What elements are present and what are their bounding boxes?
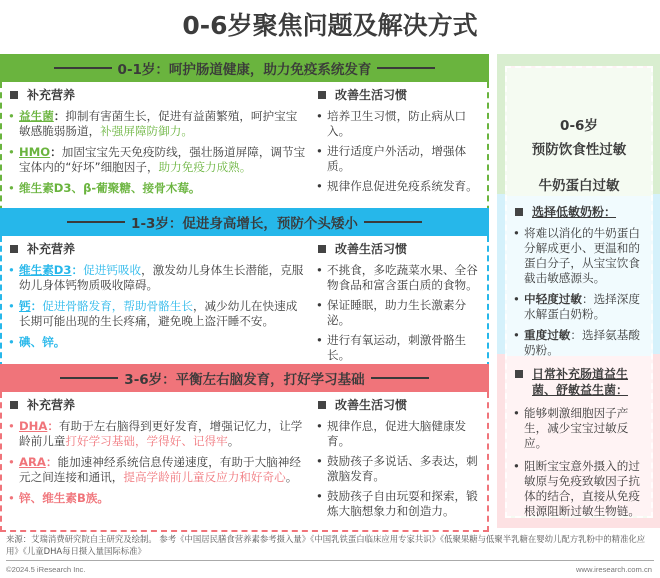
item-highlight: 提高学龄前儿童反应力和好奇心	[123, 470, 286, 484]
nutrition-title	[8, 86, 308, 103]
bullet-icon: •	[8, 491, 15, 505]
keyword: 维生素D3	[19, 263, 72, 277]
square-bullet-icon	[10, 401, 18, 409]
nutrition-column	[8, 396, 308, 512]
section-1-3	[0, 208, 489, 368]
section-body	[0, 392, 489, 532]
item-text: 规律作息，促进大脑健康发育。	[327, 419, 467, 448]
section-body	[0, 236, 489, 368]
lifestyle-title	[316, 240, 488, 257]
list-item	[513, 226, 645, 286]
list-item	[316, 333, 488, 363]
item-text: ，激发幼儿身体生长潜能，克服幼儿身体钙物质吸收障碍。	[19, 263, 304, 292]
bullet-icon: •	[513, 328, 520, 342]
nutrition-title	[8, 396, 308, 413]
section-0-1	[0, 54, 489, 222]
bullet-icon: •	[8, 419, 15, 433]
allergy-age: 0-6岁	[560, 118, 598, 134]
item-text: ：选择氨基酸奶粉。	[524, 328, 640, 357]
list-item	[316, 298, 488, 328]
item-tail: 。	[285, 470, 298, 484]
keyword: 益生菌	[19, 109, 54, 123]
bullet-icon: •	[316, 298, 323, 312]
lifestyle-title-text: 改善生活习惯	[335, 242, 408, 256]
item-highlight: 维生素D3、β-葡聚糖、接骨木莓。	[19, 181, 201, 195]
keyword: 钙	[19, 299, 31, 313]
square-bullet-icon	[515, 370, 523, 378]
item-highlight: 补强屏障防御力。	[100, 124, 193, 138]
bullet-icon: •	[8, 181, 15, 195]
item-text: 进行有氧运动，刺激骨骼生长。	[327, 333, 467, 362]
copyright: ©2024.5 iResearch Inc.	[6, 565, 86, 574]
lifestyle-title	[316, 86, 488, 103]
footer-divider	[6, 560, 654, 561]
group-title-text: 选择低敏奶粉：	[532, 205, 617, 219]
group-title-text: 日常补充肠道益生菌、舒敏益生菌：	[532, 367, 629, 397]
lifestyle-column	[316, 396, 488, 524]
list-item	[8, 263, 308, 293]
list-item	[8, 335, 308, 350]
list-item	[8, 109, 308, 139]
list-item	[8, 299, 308, 329]
nutrition-title	[8, 240, 308, 257]
bullet-icon: •	[316, 489, 323, 503]
lifestyle-title	[316, 396, 488, 413]
list-item	[513, 406, 645, 451]
item-text: 不挑食，多吃蔬菜水果、全谷物食品和富含蛋白质的食物。	[327, 263, 478, 292]
list-item	[316, 263, 488, 293]
bullet-icon: •	[316, 419, 323, 433]
website-link[interactable]: www.iresearch.com.cn	[576, 565, 652, 574]
nutrition-column	[8, 240, 308, 356]
separator: ：	[30, 299, 43, 313]
keyword: ARA	[19, 455, 46, 469]
list-item	[513, 328, 645, 358]
bullet-icon: •	[513, 292, 520, 306]
lifestyle-title-text: 改善生活习惯	[335, 88, 408, 102]
item-text: 抑制有害菌生长，促进有益菌繁殖，呵护宝宝敏感脆弱肠道，	[19, 109, 298, 138]
square-bullet-icon	[318, 91, 326, 99]
square-bullet-icon	[515, 208, 523, 216]
item-highlight: 碘、锌。	[19, 335, 66, 349]
divider	[60, 377, 118, 379]
list-item	[513, 459, 645, 519]
item-text: 有助于左右脑得到更好发育，增强记忆力，让学龄前儿童	[19, 419, 303, 448]
list-item	[316, 109, 488, 139]
list-item	[8, 455, 308, 485]
item-text: 鼓励孩子多说话、多表达，刺激脑发育。	[327, 454, 478, 483]
separator: ：	[71, 263, 84, 277]
item-highlight: 锌、维生素B族。	[19, 491, 109, 505]
nutrition-column	[8, 86, 308, 202]
keyword: DHA	[19, 419, 48, 433]
section-header	[0, 208, 489, 236]
section-header-text: 1-3岁：促进身高增长，预防个头矮小	[131, 216, 358, 232]
lifestyle-title-text: 改善生活习惯	[335, 398, 408, 412]
bullet-icon: •	[316, 263, 323, 277]
item-text: 鼓励孩子自由玩耍和探索，锻炼大脑想象力和创造力。	[327, 489, 478, 518]
item-tail: 。	[227, 434, 240, 448]
keyword: HMO	[19, 145, 51, 159]
list-item	[316, 419, 488, 449]
divider	[364, 221, 422, 223]
separator: ：	[50, 145, 62, 159]
allergy-panel	[497, 54, 660, 528]
page-title: 0-6岁聚焦问题及解决方式	[182, 11, 478, 40]
nutrition-title-text: 补充营养	[27, 88, 76, 102]
list-item	[316, 454, 488, 484]
lifestyle-column	[316, 86, 488, 199]
list-item	[513, 292, 645, 322]
separator: ：	[45, 455, 58, 469]
bullet-icon: •	[316, 144, 323, 158]
square-bullet-icon	[318, 401, 326, 409]
item-text: 将难以消化的牛奶蛋白分解成更小、更温和的蛋白分子，从宝宝饮食截击敏感源头。	[524, 226, 640, 285]
list-item	[8, 491, 308, 506]
bullet-icon: •	[316, 179, 323, 193]
item-highlight: 打好学习基础，学得好、记得牢	[65, 434, 228, 448]
bullet-icon: •	[8, 263, 15, 277]
section-header	[0, 54, 489, 82]
bullet-icon: •	[8, 109, 15, 123]
item-text: 阻断宝宝意外摄入的过敏原与免疫致敏因子抗体的结合，直接从免疫根源阻断过敏生物链。	[524, 459, 640, 518]
square-bullet-icon	[10, 245, 18, 253]
item-text: 能够刺激细胞因子产生，减少宝宝过敏反应。	[524, 406, 629, 450]
item-highlight: 助力免疫力成熟。	[158, 160, 252, 174]
square-bullet-icon	[10, 91, 18, 99]
bullet-icon: •	[316, 109, 323, 123]
list-item	[316, 144, 488, 174]
bullet-icon: •	[316, 454, 323, 468]
item-text: 能加速神经系统信息传递速度，有助于大脑神经元之间连接和通讯，	[19, 455, 301, 484]
list-item	[8, 419, 308, 449]
item-text: ，减少幼儿在快速成长期可能出现的生长疼痛，避免晚上盗汗睡不安。	[19, 299, 298, 328]
divider	[54, 67, 112, 69]
divider	[67, 221, 125, 223]
bullet-icon: •	[513, 459, 520, 473]
item-keyword: 中轻度过敏	[524, 292, 582, 306]
section-body	[0, 82, 489, 222]
item-highlight: 促进钙吸收	[83, 263, 142, 277]
section-3-6	[0, 364, 489, 532]
square-bullet-icon	[318, 245, 326, 253]
separator: ：	[47, 419, 59, 433]
bullet-icon: •	[8, 335, 15, 349]
bullet-icon: •	[316, 333, 323, 347]
item-keyword: 重度过敏	[524, 328, 571, 342]
allergy-subtitle: 预防饮食性过敏	[531, 142, 627, 158]
list-item	[8, 145, 308, 175]
item-text: 培养卫生习惯，防止病从口入。	[327, 109, 467, 138]
nutrition-title-text: 补充营养	[27, 398, 76, 412]
separator: ：	[53, 109, 66, 123]
item-highlight: 促进骨骼发育，帮助骨骼生长	[42, 299, 193, 313]
nutrition-title-text: 补充营养	[27, 242, 76, 256]
source-note: 来源：艾瑞消费研究院自主研究及绘制。 参考《中国居民膳食营养素参考摄入量》《中国乳铁蛋白临床应用专家共识》《低聚果糖与低聚半乳糖在婴幼儿配方乳粉中的精准化应用》《儿童DHA每日摄入量国际标准》	[6, 534, 646, 556]
allergy-topic: 牛奶蛋白过敏	[538, 178, 620, 194]
lifestyle-column	[316, 240, 488, 368]
group-title	[513, 366, 645, 398]
divider	[371, 377, 429, 379]
divider	[377, 67, 435, 69]
section-header	[0, 364, 489, 392]
list-item	[8, 181, 308, 196]
section-header-text: 3-6岁：平衡左右脑发育，打好学习基础	[124, 372, 365, 388]
section-header-text: 0-1岁：呵护肠道健康，助力免疫系统发育	[117, 62, 372, 78]
list-item	[316, 489, 488, 519]
item-text: 加固宝宝先天免疫防线，强壮肠道屏障，调节宝宝体内的“好坏”细胞因子，	[19, 145, 306, 174]
group-title	[513, 204, 645, 220]
bullet-icon: •	[8, 455, 15, 469]
item-text: 进行适度户外活动，增强体质。	[327, 144, 467, 173]
bullet-icon: •	[8, 145, 15, 159]
item-text: 规律作息促进免疫系统发育。	[327, 179, 478, 193]
bullet-icon: •	[8, 299, 15, 313]
list-item	[316, 179, 488, 194]
item-text: ：选择深度水解蛋白奶粉。	[524, 292, 640, 321]
item-text: 保证睡眠，助力生长激素分泌。	[327, 298, 467, 327]
bullet-icon: •	[513, 406, 520, 420]
allergy-card	[505, 66, 653, 518]
bullet-icon: •	[513, 226, 520, 240]
